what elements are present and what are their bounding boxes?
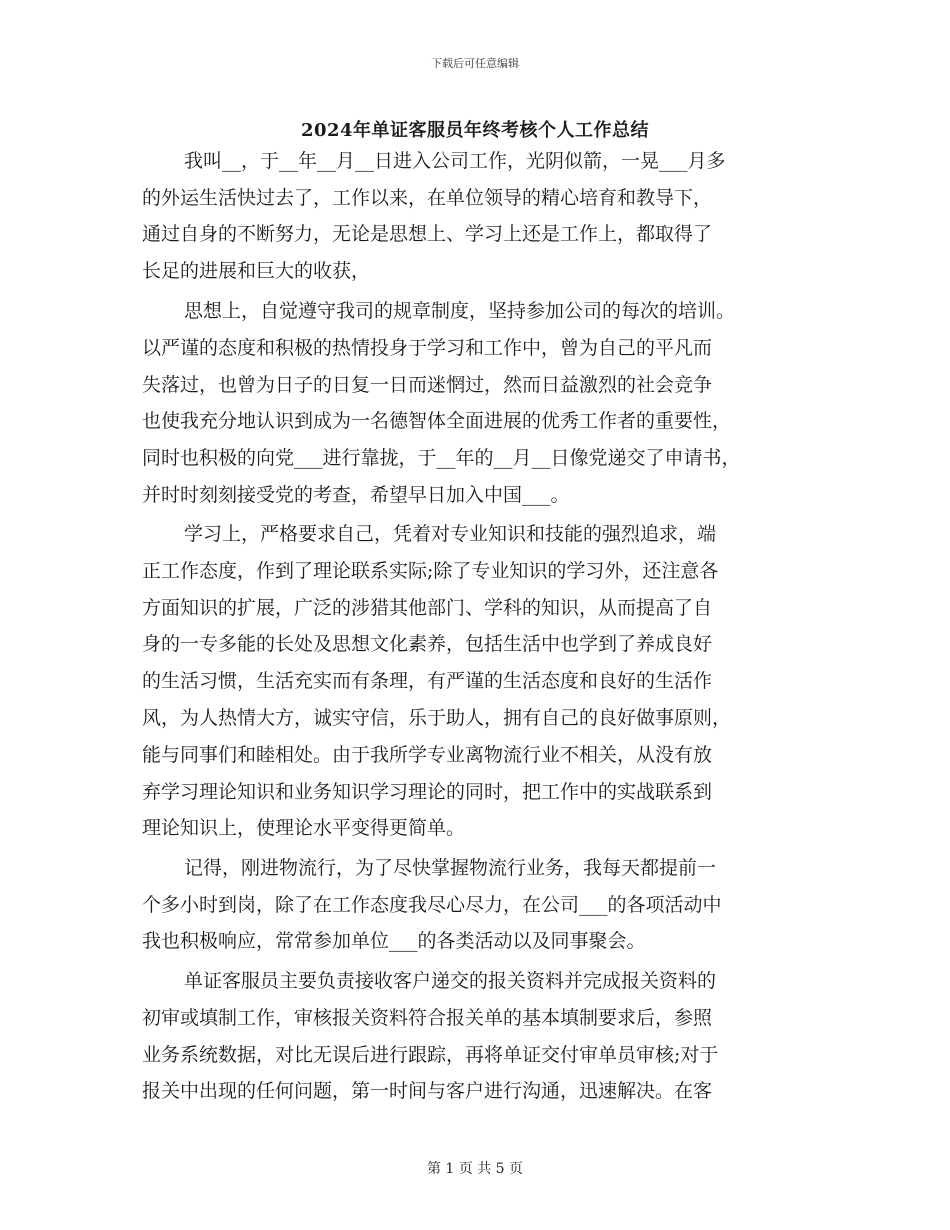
text-line: 报关中出现的任何问题，第一时间与客户进行沟通，迅速解决。在客 <box>142 1080 713 1102</box>
text-line: 长足的进展和巨大的收获， <box>142 260 371 282</box>
text-line: 我叫__，于__年__月__日进入公司工作，光阴似箭，一晃___月多 <box>184 150 726 172</box>
text-line: 以严谨的态度和积极的热情投身于学习和工作中，曾为自己的平凡而 <box>142 337 713 359</box>
text-line: 并时时刻刻接受党的考查，希望早日加入中国___。 <box>142 484 570 506</box>
text-line: 单证客服员主要负责接收客户递交的报关资料并完成报关资料的 <box>184 970 717 992</box>
text-line: 风，为人热情大方，诚实守信，乐于助人，拥有自己的良好做事原则， <box>142 707 732 729</box>
text-line: 同时也积极的向党___进行靠拢，于__年的__月__日像党递交了申请书， <box>142 447 741 469</box>
text-line: 通过自身的不断努力，无论是思想上、学习上还是工作上，都取得了 <box>142 223 713 245</box>
text-line: 能与同事们和睦相处。由于我所学专业离物流行业不相关，从没有放 <box>142 744 713 766</box>
text-line: 失落过，也曾为日子的日复一日而迷惘过，然而日益激烈的社会竞争 <box>142 374 713 396</box>
text-line: 理论知识上，使理论水平变得更简单。 <box>142 817 466 839</box>
text-line: 思想上，自觉遵守我司的规章制度，坚持参加公司的每次的培训。 <box>184 300 736 322</box>
text-line: 业务系统数据，对比无误后进行跟踪，再将单证交付审单员审核;对于 <box>142 1044 719 1066</box>
text-line: 方面知识的扩展，广泛的涉猎其他部门、学科的知识，从而提高了自 <box>142 597 713 619</box>
text-line: 正工作态度，作到了理论联系实际;除了专业知识的学习外，还注意各 <box>142 560 719 582</box>
header-note: 下载后可任意编辑 <box>431 57 519 70</box>
text-line: 的生活习惯，生活充实而有条理，有严谨的生活态度和良好的生活作 <box>142 670 713 692</box>
text-line: 的外运生活快过去了，工作以来，在单位领导的精心培育和教导下， <box>142 187 713 209</box>
document-title: 2024年单证客服员年终考核个人工作总结 <box>300 120 650 141</box>
text-line: 学习上，严格要求自己，凭着对专业知识和技能的强烈追求，端 <box>184 523 717 545</box>
text-line: 也使我充分地认识到成为一名德智体全面进展的优秀工作者的重要性， <box>142 410 732 432</box>
text-line: 身的一专多能的长处及思想文化素养，包括生活中也学到了养成良好 <box>142 633 713 655</box>
page-number: 第 1 页 共 5 页 <box>426 1161 524 1177</box>
text-line: 我也积极响应，常常参加单位___的各类活动以及同事聚会。 <box>142 930 646 952</box>
text-line: 初审或填制工作，审核报关资料符合报关单的基本填制要求后，参照 <box>142 1007 713 1029</box>
text-line: 个多小时到岗，除了在工作态度我尽心尽力，在公司___的各项活动中 <box>142 894 722 916</box>
text-line: 弃学习理论知识和业务知识学习理论的同时，把工作中的实战联系到 <box>142 781 713 803</box>
text-line: 记得，刚进物流行，为了尽快掌握物流行业务，我每天都提前一 <box>184 857 717 879</box>
